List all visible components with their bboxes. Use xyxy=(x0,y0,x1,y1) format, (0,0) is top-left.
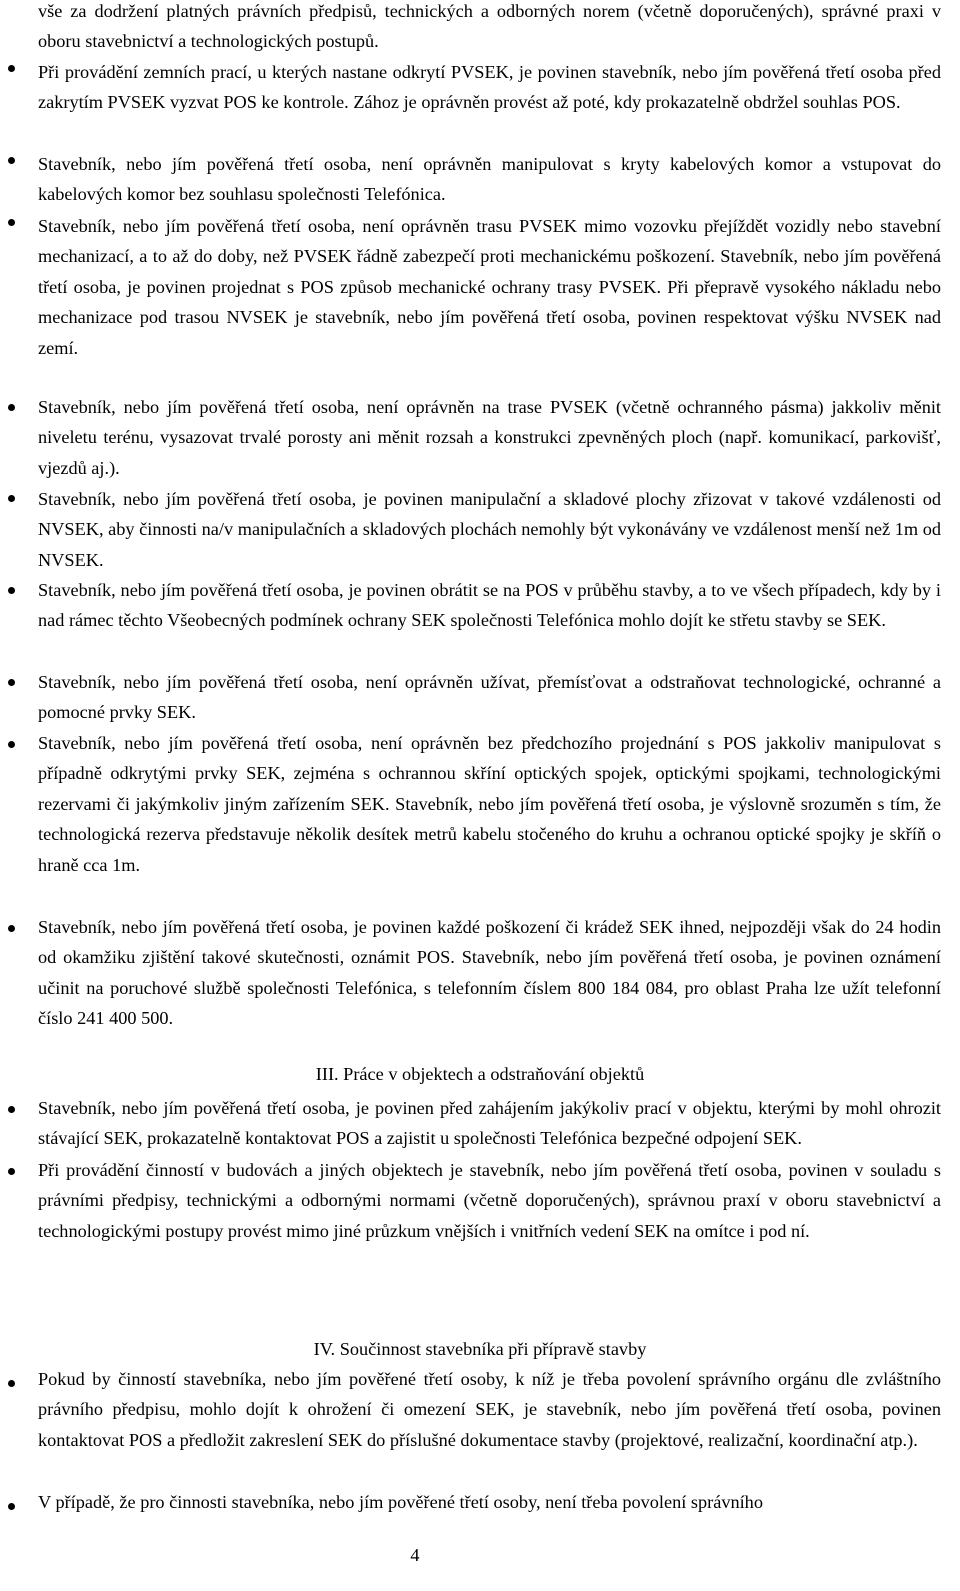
page-number: 4 xyxy=(410,1545,420,1565)
list-item: Stavebník, nebo jím pověřená třetí osoba, je povinen před zahájením jakýkoliv prací v objektu, kterými by mohl ohrozit stávající SEK, prokazatelně kontaktovat POS a zajistit u společnosti Telefónica bezpečné odpojení SEK. xyxy=(38,1098,941,1149)
section-heading: III. Práce v objektech a odstraňování objektů xyxy=(315,1064,645,1084)
bullet-icon xyxy=(8,1106,18,1116)
list-item: Stavebník, nebo jím pověřená třetí osoba, je povinen každé poškození či krádež SEK ihned, nejpozději však do 24 hodin od okamžiku zjištění takové skutečnosti, oznámit POS. Stavebník, nebo jím pověřená třetí osoba, je povinen oznámení učinit na poruchové službě společnosti Telefónica, s telefonním číslem 800 184 084, pro oblast Praha lze užít telefonní číslo 241 400 500. xyxy=(38,917,941,1029)
bullet-icon xyxy=(8,925,18,935)
list-item: Stavebník, nebo jím pověřená třetí osoba, je povinen obrátit se na POS v průběhu stavby, a to ve všech případech, kdy by i nad rámec těchto Všeobecných podmínek ochrany SEK společnosti Telefónica mohlo dojít ke střetu stavby se SEK. xyxy=(38,580,941,631)
bullet-icon xyxy=(8,1380,18,1390)
list-item: Stavebník, nebo jím pověřená třetí osoba, není oprávněn užívat, přemísťovat a odstraňovat technologické, ochranné a pomocné prvky SEK. xyxy=(38,672,941,723)
bullet-icon xyxy=(8,65,18,75)
bullet-icon xyxy=(8,679,18,689)
list-item: Stavebník, nebo jím pověřená třetí osoba, není oprávněn na trase PVSEK (včetně ochranného pásma) jakkoliv měnit niveletu terénu, vysazovat trvalé porosty ani měnit rozsah a konstrukci zpevněných ploch (např. komunikací, parkovišť, vjezdů aj.). xyxy=(38,397,941,478)
bullet-icon xyxy=(8,1168,18,1178)
list-item: Stavebník, nebo jím pověřená třetí osoba, není oprávněn manipulovat s kryty kabelových komor a vstupovat do kabelových komor bez souhlasu společnosti Telefónica. xyxy=(38,154,941,205)
continuation-paragraph: vše za dodržení platných právních předpisů, technických a odborných norem (včetně doporučených), správné praxi v oboru stavebnictví a technologických postupů. xyxy=(38,1,941,52)
bullet-icon xyxy=(8,219,18,229)
section-heading: IV. Součinnost stavebníka při přípravě stavby xyxy=(313,1339,647,1359)
list-item: Stavebník, nebo jím pověřená třetí osoba, není oprávněn bez předchozího projednání s POS jakkoliv manipulovat s případně odkrytými prvky SEK, zejména s ochrannou skříní optických spojek, optickými spojkami, technologickými rezervami či jakýmkoliv jiným zařízením SEK. Stavebník, nebo jím pověřená třetí osoba, je výslovně srozuměn s tím, že technologická rezerva představuje několik desítek metrů kabelu stočeného do kruhu a ochranou optické spojky je skříň o hraně cca 1m. xyxy=(38,733,941,875)
bullet-icon xyxy=(8,1503,18,1513)
list-item: V případě, že pro činnosti stavebníka, nebo jím pověřené třetí osoby, není třeba povolení správního xyxy=(38,1492,763,1512)
bullet-icon xyxy=(8,587,18,597)
bullet-icon xyxy=(8,157,18,167)
list-item: Při provádění zemních prací, u kterých nastane odkrytí PVSEK, je povinen stavebník, nebo jím pověřená třetí osoba před zakrytím PVSEK vyzvat POS ke kontrole. Zához je oprávněn provést až poté, kdy prokazatelně obdržel souhlas POS. xyxy=(38,62,941,113)
bullet-icon xyxy=(8,495,18,505)
list-item: Stavebník, nebo jím pověřená třetí osoba, je povinen manipulační a skladové plochy zřizovat v takové vzdálenosti od NVSEK, aby činnosti na/v manipulačních a skladových plochách nemohly být vykonávány ve vzdálenost menší než 1m od NVSEK. xyxy=(38,489,941,570)
bullet-icon xyxy=(8,741,18,751)
list-item: Pokud by činností stavebníka, nebo jím pověřené třetí osoby, k níž je třeba povolení správního orgánu dle zvláštního právního předpisu, mohlo dojít k ohrožení či omezení SEK, je stavebník, nebo jím pověřená třetí osoba, povinen kontaktovat POS a předložit zakreslení SEK do příslušné dokumentace stavby (projektové, realizační, koordinační atp.). xyxy=(38,1369,941,1450)
list-item: Při provádění činností v budovách a jiných objektech je stavebník, nebo jím pověřená třetí osoba, povinen v souladu s právními předpisy, technickými a odbornými normami (včetně doporučených), správnou praxí v oboru stavebnictví a technologickými postupy provést mimo jiné průzkum vnějších i vnitřních vedení SEK na omítce i pod ní. xyxy=(38,1160,941,1241)
list-item: Stavebník, nebo jím pověřená třetí osoba, není oprávněn trasu PVSEK mimo vozovku přejíždět vozidly nebo stavební mechanizací, a to až do doby, než PVSEK řádně zabezpečí proti mechanickému poškození. Stavebník, nebo jím pověřená třetí osoba, je povinen projednat s POS způsob mechanické ochrany trasy PVSEK. Při přepravě vysokého nákladu nebo mechanizace pod trasou NVSEK je stavebník, nebo jím pověřená třetí osoba, povinen respektovat výšku NVSEK nad zemí. xyxy=(38,216,941,358)
bullet-icon xyxy=(8,404,18,414)
